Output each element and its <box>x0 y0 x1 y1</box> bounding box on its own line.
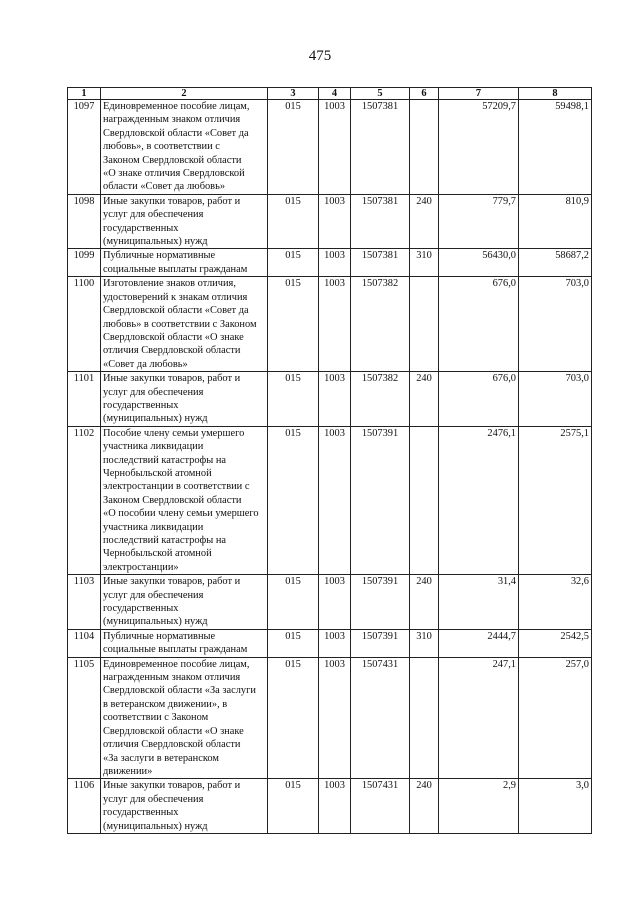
target-article-cell: 1507391 <box>351 426 410 574</box>
table-row <box>68 426 592 574</box>
amount-year1-cell: 2444,7 <box>439 629 519 657</box>
table-row <box>68 779 592 834</box>
row-number-cell: 1100 <box>68 277 101 372</box>
section-code-cell: 1003 <box>319 657 351 779</box>
table-row <box>68 100 592 195</box>
table-row <box>68 575 592 630</box>
row-number-cell: 1106 <box>68 779 101 834</box>
budget-table <box>67 87 592 834</box>
section-code-cell: 1003 <box>319 629 351 657</box>
expense-type-cell: 240 <box>410 779 439 834</box>
table-row <box>68 249 592 277</box>
column-header: 4 <box>319 88 351 100</box>
expense-type-cell <box>410 277 439 372</box>
amount-year2-cell: 3,0 <box>519 779 592 834</box>
section-code-cell: 1003 <box>319 779 351 834</box>
row-number-cell: 1101 <box>68 372 101 427</box>
expense-name-cell: Иные закупки товаров, работ и услуг для обеспечения государственных (муниципальных) нужд <box>101 779 268 834</box>
page-number: 475 <box>308 48 332 64</box>
ministry-code-cell: 015 <box>268 277 319 372</box>
ministry-code-cell: 015 <box>268 249 319 277</box>
section-code-cell: 1003 <box>319 575 351 630</box>
amount-year1-cell: 2,9 <box>439 779 519 834</box>
amount-year1-cell: 676,0 <box>439 372 519 427</box>
target-article-cell: 1507382 <box>351 372 410 427</box>
amount-year1-cell: 2476,1 <box>439 426 519 574</box>
ministry-code-cell: 015 <box>268 194 319 249</box>
row-number-cell: 1098 <box>68 194 101 249</box>
expense-type-cell: 240 <box>410 194 439 249</box>
expense-type-cell: 240 <box>410 575 439 630</box>
section-code-cell: 1003 <box>319 372 351 427</box>
expense-name-cell: Изготовление знаков отличия, удостоверений к знакам отличия Свердловской области «Совет да любовь» в соответствии с Законом Свердловской области «О знаке отличия Свердловской области «Совет да любовь» <box>101 277 268 372</box>
amount-year1-cell: 56430,0 <box>439 249 519 277</box>
ministry-code-cell: 015 <box>268 779 319 834</box>
expense-type-cell <box>410 426 439 574</box>
amount-year2-cell: 2542,5 <box>519 629 592 657</box>
ministry-code-cell: 015 <box>268 575 319 630</box>
expense-name-cell: Публичные нормативные социальные выплаты гражданам <box>101 249 268 277</box>
expense-type-cell: 310 <box>410 629 439 657</box>
ministry-code-cell: 015 <box>268 100 319 195</box>
expense-name-cell: Иные закупки товаров, работ и услуг для обеспечения государственных (муниципальных) нужд <box>101 372 268 427</box>
amount-year2-cell: 58687,2 <box>519 249 592 277</box>
row-number-cell: 1103 <box>68 575 101 630</box>
ministry-code-cell: 015 <box>268 426 319 574</box>
target-article-cell: 1507391 <box>351 575 410 630</box>
section-code-cell: 1003 <box>319 249 351 277</box>
amount-year2-cell: 703,0 <box>519 277 592 372</box>
target-article-cell: 1507381 <box>351 100 410 195</box>
expense-name-cell: Публичные нормативные социальные выплаты гражданам <box>101 629 268 657</box>
row-number-cell: 1097 <box>68 100 101 195</box>
expense-name-cell: Иные закупки товаров, работ и услуг для обеспечения государственных (муниципальных) нужд <box>101 575 268 630</box>
section-code-cell: 1003 <box>319 100 351 195</box>
amount-year1-cell: 247,1 <box>439 657 519 779</box>
expense-type-cell <box>410 657 439 779</box>
amount-year2-cell: 703,0 <box>519 372 592 427</box>
section-code-cell: 1003 <box>319 277 351 372</box>
expense-type-cell: 310 <box>410 249 439 277</box>
table-row <box>68 629 592 657</box>
expense-type-cell <box>410 100 439 195</box>
amount-year1-cell: 676,0 <box>439 277 519 372</box>
target-article-cell: 1507431 <box>351 657 410 779</box>
expense-name-cell: Единовременное пособие лицам, награжденным знаком отличия Свердловской области «За заслуги в ветеранском движении», в соответствии с Законом Свердловской области «О знаке отличия Свердловской области «За заслуги в ветеранском движении» <box>101 657 268 779</box>
column-header: 2 <box>101 88 268 100</box>
table-row <box>68 277 592 372</box>
ministry-code-cell: 015 <box>268 629 319 657</box>
amount-year1-cell: 57209,7 <box>439 100 519 195</box>
amount-year2-cell: 2575,1 <box>519 426 592 574</box>
amount-year2-cell: 59498,1 <box>519 100 592 195</box>
amount-year2-cell: 257,0 <box>519 657 592 779</box>
column-header: 8 <box>519 88 592 100</box>
table-row <box>68 372 592 427</box>
column-header: 5 <box>351 88 410 100</box>
target-article-cell: 1507382 <box>351 277 410 372</box>
target-article-cell: 1507381 <box>351 194 410 249</box>
column-header: 3 <box>268 88 319 100</box>
column-header: 7 <box>439 88 519 100</box>
expense-name-cell: Пособие члену семьи умершего участника ликвидации последствий катастрофы на Чернобыльской атомной электростанции в соответствии с Законом Свердловской области «О пособии члену семьи умершего участника ликвидации последствий катастрофы на Чернобыльской атомной электростанции» <box>101 426 268 574</box>
section-code-cell: 1003 <box>319 194 351 249</box>
expense-type-cell: 240 <box>410 372 439 427</box>
table-row <box>68 657 592 779</box>
column-header: 6 <box>410 88 439 100</box>
table-row <box>68 194 592 249</box>
row-number-cell: 1102 <box>68 426 101 574</box>
row-number-cell: 1099 <box>68 249 101 277</box>
amount-year2-cell: 32,6 <box>519 575 592 630</box>
table-body <box>68 100 592 834</box>
column-header: 1 <box>68 88 101 100</box>
ministry-code-cell: 015 <box>268 657 319 779</box>
expense-name-cell: Иные закупки товаров, работ и услуг для обеспечения государственных (муниципальных) нужд <box>101 194 268 249</box>
row-number-cell: 1104 <box>68 629 101 657</box>
expense-name-cell: Единовременное пособие лицам, награжденным знаком отличия Свердловской области «Совет да любовь», в соответствии с Законом Свердловской области «О знаке отличия Свердловской области «Совет да любовь» <box>101 100 268 195</box>
target-article-cell: 1507391 <box>351 629 410 657</box>
amount-year2-cell: 810,9 <box>519 194 592 249</box>
ministry-code-cell: 015 <box>268 372 319 427</box>
target-article-cell: 1507431 <box>351 779 410 834</box>
section-code-cell: 1003 <box>319 426 351 574</box>
amount-year1-cell: 779,7 <box>439 194 519 249</box>
amount-year1-cell: 31,4 <box>439 575 519 630</box>
header-row <box>68 88 592 100</box>
target-article-cell: 1507381 <box>351 249 410 277</box>
row-number-cell: 1105 <box>68 657 101 779</box>
